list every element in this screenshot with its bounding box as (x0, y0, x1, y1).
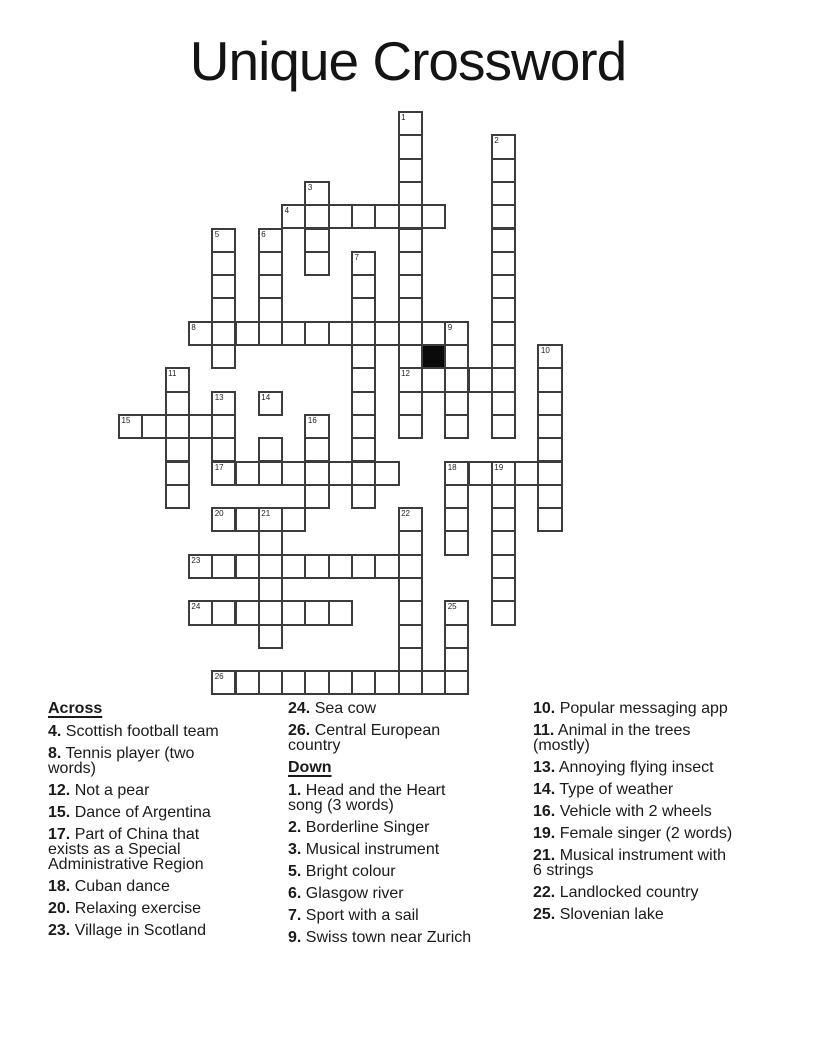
grid-cell[interactable] (211, 461, 236, 486)
cell-number: 13 (214, 392, 224, 402)
clue-number: 17. (48, 826, 71, 843)
grid-cell[interactable] (304, 181, 329, 206)
clue-number: 11. (533, 722, 555, 739)
cell-number: 18 (447, 462, 457, 472)
grid-cell[interactable] (444, 461, 469, 486)
grid-cell[interactable] (351, 670, 376, 695)
clue-item-22: 22. Landlocked country (533, 884, 699, 901)
grid-cell[interactable] (304, 554, 329, 579)
grid-cell[interactable] (258, 530, 283, 555)
grid-cell[interactable] (398, 321, 423, 346)
grid-cell[interactable] (491, 367, 516, 392)
grid-cell[interactable] (328, 600, 353, 625)
grid-cell[interactable] (165, 461, 190, 486)
cell-number: 15 (121, 415, 131, 425)
grid-cell[interactable] (444, 367, 469, 392)
grid-cell[interactable] (398, 228, 423, 253)
grid-cell[interactable] (165, 484, 190, 509)
grid-cell[interactable] (398, 391, 423, 416)
grid-cell[interactable] (491, 158, 516, 183)
grid-cell[interactable] (328, 204, 353, 229)
grid-cell[interactable] (328, 554, 353, 579)
grid-cell[interactable] (351, 414, 376, 439)
grid-cell[interactable] (304, 461, 329, 486)
grid-cell[interactable] (351, 204, 376, 229)
grid-cell[interactable] (491, 484, 516, 509)
grid-cell[interactable] (351, 297, 376, 322)
clue-number: 2. (288, 819, 302, 836)
grid-cell[interactable] (444, 530, 469, 555)
grid-cell[interactable] (235, 554, 260, 579)
grid-cell[interactable] (304, 437, 329, 462)
grid-cell[interactable] (188, 600, 213, 625)
clue-item-8: 8. Tennis player (two words) (48, 745, 195, 777)
clue-column-1 (48, 701, 238, 945)
grid-cell[interactable] (304, 251, 329, 276)
grid-cell[interactable] (398, 507, 423, 532)
clue-item-12: 12. Not a pear (48, 782, 150, 799)
cell-number: 4 (284, 206, 290, 216)
cell-number: 22 (401, 509, 410, 519)
grid-cell[interactable] (281, 204, 306, 229)
grid-cell[interactable] (491, 344, 516, 369)
grid-cell[interactable] (398, 367, 423, 392)
clue-item-18: 18. Cuban dance (48, 878, 170, 895)
grid-cell[interactable] (304, 600, 329, 625)
clue-item-19: 19. Female singer (2 words) (533, 825, 733, 842)
grid-cell[interactable] (235, 507, 260, 532)
grid-cell[interactable] (281, 321, 306, 346)
grid-cell[interactable] (444, 507, 469, 532)
grid-cell[interactable] (211, 670, 236, 695)
grid-cell[interactable] (328, 670, 353, 695)
clue-number: 18. (48, 878, 71, 895)
clue-item-20: 20. Relaxing exercise (48, 900, 201, 917)
grid-cell[interactable] (468, 461, 493, 486)
clue-section-heading-down: Down (288, 759, 332, 776)
clue-number: 23. (48, 922, 71, 939)
clue-number: 3. (288, 841, 302, 858)
grid-cell[interactable] (444, 647, 469, 672)
grid-cell[interactable] (211, 228, 236, 253)
grid-cell[interactable] (491, 251, 516, 276)
grid-cell[interactable] (374, 321, 399, 346)
clue-item-17: 17. Part of China that exists as a Special Administrative Region (48, 826, 204, 873)
crossword-grid (118, 111, 563, 696)
grid-cell[interactable] (491, 181, 516, 206)
grid-cell[interactable] (141, 414, 166, 439)
grid-cell[interactable] (537, 414, 562, 439)
grid-cell[interactable] (398, 577, 423, 602)
grid-cell[interactable] (444, 600, 469, 625)
cell-number: 21 (261, 509, 271, 519)
grid-cell[interactable] (444, 484, 469, 509)
clue-item-2: 2. Borderline Singer (288, 819, 430, 836)
grid-cell[interactable] (304, 414, 329, 439)
clue-item-25: 25. Slovenian lake (533, 906, 664, 923)
clue-number: 10. (533, 700, 556, 717)
grid-cell[interactable] (211, 251, 236, 276)
grid-cell[interactable] (398, 204, 423, 229)
grid-cell-black (421, 344, 446, 369)
grid-cell[interactable] (258, 600, 283, 625)
grid-cell[interactable] (351, 367, 376, 392)
grid-cell[interactable] (211, 437, 236, 462)
clue-number: 7. (288, 907, 302, 924)
clue-item-3: 3. Musical instrument (288, 841, 440, 858)
cell-number: 7 (354, 252, 359, 262)
grid-cell[interactable] (258, 297, 283, 322)
clue-number: 9. (288, 929, 302, 946)
cell-number: 10 (540, 346, 550, 355)
grid-cell[interactable] (165, 414, 190, 439)
grid-cell[interactable] (491, 274, 516, 299)
grid-cell[interactable] (211, 297, 236, 322)
grid-cell[interactable] (165, 437, 190, 462)
clue-item-10: 10. Popular messaging app (533, 700, 728, 717)
grid-cell[interactable] (491, 391, 516, 416)
grid-cell[interactable] (211, 344, 236, 369)
grid-cell[interactable] (398, 111, 423, 136)
clue-item-24: 24. Sea cow (288, 700, 377, 717)
cell-number: 12 (401, 369, 410, 379)
grid-cell[interactable] (211, 600, 236, 625)
cell-number: 8 (191, 322, 196, 332)
grid-cell[interactable] (398, 134, 423, 159)
grid-cell[interactable] (351, 461, 376, 486)
grid-cell[interactable] (351, 274, 376, 299)
grid-cell[interactable] (537, 367, 562, 392)
cell-number: 1 (401, 113, 406, 122)
grid-cell[interactable] (491, 554, 516, 579)
clue-number: 1. (288, 782, 302, 799)
grid-cell[interactable] (328, 461, 353, 486)
grid-cell[interactable] (351, 251, 376, 276)
grid-cell[interactable] (374, 204, 399, 229)
grid-cell[interactable] (398, 251, 423, 276)
grid-cell[interactable] (351, 344, 376, 369)
clue-item-14: 14. Type of weather (533, 781, 674, 798)
grid-cell[interactable] (374, 461, 399, 486)
grid-cell[interactable] (281, 461, 306, 486)
grid-cell[interactable] (165, 391, 190, 416)
clue-item-23: 23. Village in Scotland (48, 922, 207, 939)
grid-cell[interactable] (258, 228, 283, 253)
grid-cell[interactable] (491, 414, 516, 439)
clue-number: 13. (533, 759, 556, 776)
cell-number: 6 (261, 229, 266, 239)
clue-item-16: 16. Vehicle with 2 wheels (533, 803, 712, 820)
grid-cell[interactable] (398, 647, 423, 672)
clue-item-15: 15. Dance of Argentina (48, 804, 211, 821)
grid-cell[interactable] (398, 554, 423, 579)
grid-cell[interactable] (235, 670, 260, 695)
cell-number: 5 (214, 229, 220, 239)
clue-section-heading-across: Across (48, 700, 103, 717)
cell-number: 26 (214, 672, 224, 682)
grid-cell[interactable] (537, 391, 562, 416)
grid-cell[interactable] (514, 461, 539, 486)
grid-cell[interactable] (258, 507, 283, 532)
clue-number: 20. (48, 900, 71, 917)
grid-cell[interactable] (398, 274, 423, 299)
clue-number: 16. (533, 803, 556, 820)
grid-cell[interactable] (491, 228, 516, 253)
grid-cell[interactable] (491, 600, 516, 625)
grid-cell[interactable] (118, 414, 143, 439)
clue-number: 22. (533, 884, 556, 901)
grid-cell[interactable] (491, 134, 516, 159)
grid-cell[interactable] (421, 367, 446, 392)
grid-cell[interactable] (211, 414, 236, 439)
grid-cell[interactable] (537, 344, 562, 369)
grid-cell[interactable] (351, 321, 376, 346)
grid-cell[interactable] (444, 391, 469, 416)
cell-number: 23 (191, 555, 201, 565)
grid-cell[interactable] (398, 344, 423, 369)
clue-number: 24. (288, 700, 311, 717)
clue-item-9: 9. Swiss town near Zurich (288, 929, 472, 946)
grid-cell[interactable] (374, 554, 399, 579)
grid-cell[interactable] (444, 624, 469, 649)
clue-number: 4. (48, 723, 62, 740)
grid-cell[interactable] (351, 437, 376, 462)
grid-cell[interactable] (235, 600, 260, 625)
clue-item-4: 4. Scottish football team (48, 723, 219, 740)
grid-cell[interactable] (398, 297, 423, 322)
grid-cell[interactable] (351, 484, 376, 509)
cell-number: 11 (168, 369, 177, 379)
grid-cell[interactable] (211, 554, 236, 579)
grid-cell[interactable] (258, 251, 283, 276)
grid-cell[interactable] (304, 228, 329, 253)
cell-number: 3 (307, 182, 313, 192)
grid-cell[interactable] (444, 414, 469, 439)
grid-cell[interactable] (304, 321, 329, 346)
grid-cell[interactable] (537, 507, 562, 532)
grid-cell[interactable] (398, 414, 423, 439)
cell-number: 25 (447, 602, 457, 612)
grid-cell[interactable] (258, 624, 283, 649)
cell-number: 2 (494, 136, 499, 146)
grid-cell[interactable] (165, 367, 190, 392)
clue-item-21: 21. Musical instrument with 6 strings (533, 847, 726, 879)
grid-cell[interactable] (374, 670, 399, 695)
grid-cell[interactable] (258, 437, 283, 462)
grid-cell[interactable] (258, 391, 283, 416)
grid-cell[interactable] (491, 204, 516, 229)
clue-number: 19. (533, 825, 556, 842)
grid-cell[interactable] (211, 507, 236, 532)
grid-cell[interactable] (444, 321, 469, 346)
grid-cell[interactable] (188, 414, 213, 439)
clue-number: 12. (48, 782, 71, 799)
clue-number: 8. (48, 745, 62, 762)
clue-item-7: 7. Sport with a sail (288, 907, 419, 924)
cell-number: 24 (191, 602, 201, 612)
grid-cell[interactable] (328, 321, 353, 346)
grid-cell[interactable] (258, 554, 283, 579)
clue-item-11: 11. Animal in the trees (mostly) (533, 722, 691, 754)
grid-cell[interactable] (258, 274, 283, 299)
clue-item-6: 6. Glasgow river (288, 885, 404, 902)
clue-item-5: 5. Bright colour (288, 863, 396, 880)
grid-cell[interactable] (398, 158, 423, 183)
grid-cell[interactable] (398, 530, 423, 555)
clue-column-3 (533, 701, 736, 929)
grid-cell[interactable] (211, 274, 236, 299)
grid-cell[interactable] (281, 554, 306, 579)
grid-cell[interactable] (351, 554, 376, 579)
grid-cell[interactable] (351, 391, 376, 416)
grid-cell[interactable] (304, 204, 329, 229)
grid-cell[interactable] (398, 181, 423, 206)
clue-number: 26. (288, 722, 311, 739)
grid-cell[interactable] (304, 484, 329, 509)
clue-column-2 (288, 701, 476, 952)
grid-cell[interactable] (281, 507, 306, 532)
grid-cell[interactable] (258, 321, 283, 346)
cell-number: 16 (307, 415, 317, 425)
grid-cell[interactable] (211, 321, 236, 346)
grid-cell[interactable] (258, 577, 283, 602)
grid-cell[interactable] (468, 367, 493, 392)
grid-cell[interactable] (188, 321, 213, 346)
grid-cell[interactable] (491, 507, 516, 532)
cell-number: 19 (494, 462, 504, 472)
clue-item-1: 1. Head and the Heart song (3 words) (288, 782, 446, 814)
clue-number: 14. (533, 781, 556, 798)
cell-number: 9 (447, 322, 453, 332)
cell-number: 17 (214, 462, 224, 472)
grid-cell[interactable] (258, 461, 283, 486)
grid-cell[interactable] (444, 670, 469, 695)
grid-cell[interactable] (281, 600, 306, 625)
grid-cell[interactable] (211, 391, 236, 416)
grid-cell[interactable] (398, 600, 423, 625)
grid-cell[interactable] (188, 554, 213, 579)
grid-cell[interactable] (491, 297, 516, 322)
grid-cell[interactable] (491, 577, 516, 602)
grid-cell[interactable] (421, 204, 446, 229)
grid-cell[interactable] (398, 670, 423, 695)
clue-number: 6. (288, 885, 302, 902)
grid-cell[interactable] (537, 437, 562, 462)
grid-cell[interactable] (235, 461, 260, 486)
grid-cell[interactable] (444, 344, 469, 369)
clue-number: 5. (288, 863, 302, 880)
grid-cell[interactable] (491, 461, 516, 486)
cell-number: 20 (214, 509, 224, 519)
clue-number: 21. (533, 847, 556, 864)
grid-cell[interactable] (421, 321, 446, 346)
clue-number: 25. (533, 906, 556, 923)
grid-cell[interactable] (258, 670, 283, 695)
grid-cell[interactable] (304, 670, 329, 695)
page-title: Unique Crossword (189, 30, 627, 92)
cell-number: 14 (261, 392, 271, 402)
grid-cell[interactable] (491, 530, 516, 555)
grid-cell[interactable] (235, 321, 260, 346)
clue-item-26: 26. Central European country (288, 722, 441, 754)
clue-item-13: 13. Annoying flying insect (533, 759, 714, 776)
grid-cell[interactable] (537, 484, 562, 509)
grid-cell[interactable] (281, 670, 306, 695)
grid-cell[interactable] (398, 624, 423, 649)
clue-number: 15. (48, 804, 71, 821)
grid-cell[interactable] (491, 321, 516, 346)
grid-cell[interactable] (421, 670, 446, 695)
grid-cell[interactable] (537, 461, 562, 486)
